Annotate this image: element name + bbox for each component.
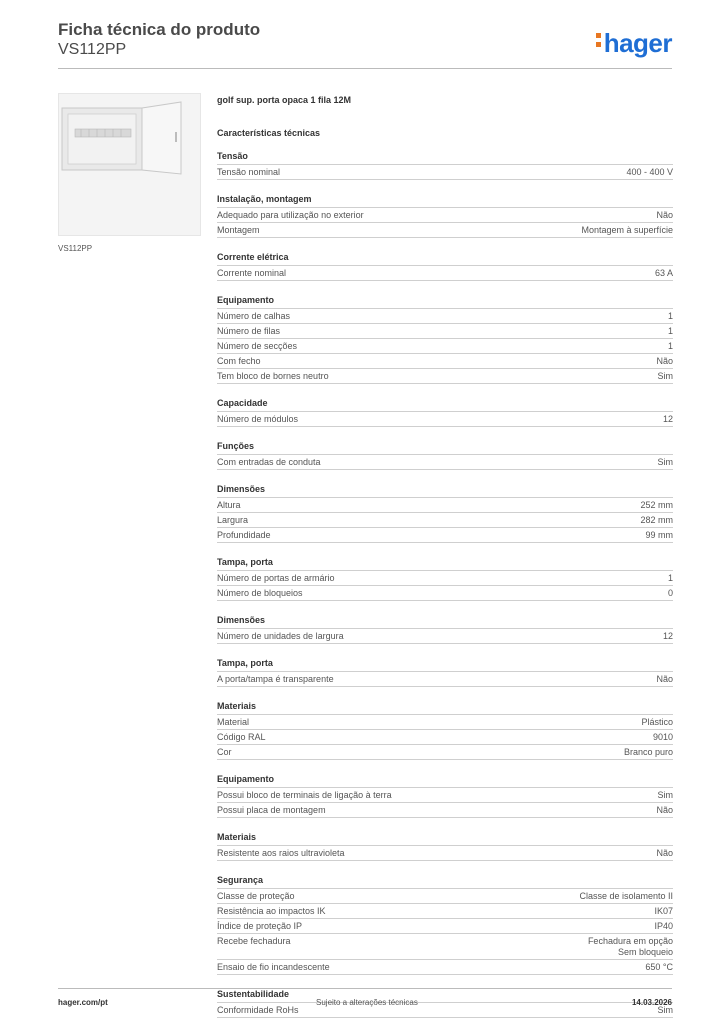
section-title: Materiais — [217, 701, 673, 715]
spec-section — [217, 774, 673, 818]
spec-row — [217, 629, 673, 644]
spec-value: 650 °C — [645, 962, 673, 972]
spec-row — [217, 354, 673, 369]
spec-value: Não — [656, 848, 673, 858]
spec-label: Número de unidades de largura — [217, 631, 344, 641]
spec-label: Possui placa de montagem — [217, 805, 326, 815]
section-title: Corrente elétrica — [217, 252, 673, 266]
spec-section — [217, 875, 673, 975]
spec-row — [217, 266, 673, 281]
section-title: Segurança — [217, 875, 673, 889]
spec-section — [217, 194, 673, 238]
spec-value: Classe de isolamento II — [579, 891, 673, 901]
section-title: Materiais — [217, 832, 673, 846]
spec-row — [217, 455, 673, 470]
spec-label: Número de secções — [217, 341, 298, 351]
section-title: Equipamento — [217, 295, 673, 309]
spec-row — [217, 934, 673, 960]
spec-label: Índice de proteção IP — [217, 921, 303, 931]
spec-section — [217, 557, 673, 601]
spec-row — [217, 513, 673, 528]
spec-row — [217, 586, 673, 601]
spec-row — [217, 208, 673, 223]
spec-label: Ensaio de fio incandescente — [217, 962, 330, 972]
page-header — [58, 20, 260, 60]
spec-value: Não — [656, 210, 673, 220]
spec-value: 1 — [667, 341, 673, 351]
spec-section — [217, 658, 673, 687]
spec-value: IK07 — [654, 906, 673, 916]
section-title: Funções — [217, 441, 673, 455]
spec-label: Tem bloco de bornes neutro — [217, 371, 329, 381]
spec-row — [217, 919, 673, 934]
spec-row — [217, 528, 673, 543]
footer-disclaimer: Sujeito a alterações técnicas — [316, 998, 418, 1007]
spec-label: Número de portas de armário — [217, 573, 335, 583]
spec-value: Sim — [657, 457, 673, 467]
spec-value: Branco puro — [623, 747, 673, 757]
spec-row — [217, 803, 673, 818]
spec-row — [217, 788, 673, 803]
section-title: Dimensões — [217, 615, 673, 629]
spec-value: Sim — [657, 790, 673, 800]
spec-label: Altura — [217, 500, 241, 510]
spec-label: Cor — [217, 747, 232, 757]
spec-section — [217, 832, 673, 861]
image-caption: VS112PP — [58, 244, 93, 253]
section-title: Tampa, porta — [217, 557, 673, 571]
spec-value: 282 mm — [640, 515, 673, 525]
spec-label: Número de módulos — [217, 414, 299, 424]
spec-row — [217, 672, 673, 687]
spec-row — [217, 745, 673, 760]
footer-date: 14.03.2026 — [631, 998, 672, 1007]
spec-value: 63 A — [654, 268, 673, 278]
section-title: Instalação, montagem — [217, 194, 673, 208]
spec-row — [217, 889, 673, 904]
spec-value: 1 — [667, 311, 673, 321]
spec-label: Com entradas de conduta — [217, 457, 321, 467]
section-title: Equipamento — [217, 774, 673, 788]
spec-label: Número de calhas — [217, 311, 291, 321]
page-title: Ficha técnica do produto — [58, 20, 261, 39]
spec-row — [217, 165, 673, 180]
spec-label: Corrente nominal — [217, 268, 287, 278]
spec-value: Sim — [657, 1005, 673, 1015]
spec-row — [217, 223, 673, 238]
spec-label: Tensão nominal — [217, 167, 281, 177]
spec-value: 99 mm — [645, 530, 673, 540]
spec-row — [217, 571, 673, 586]
hager-logo — [596, 28, 672, 59]
spec-label: Material — [217, 717, 250, 727]
spec-value: Sim — [657, 371, 673, 381]
spec-label: Resistente aos raios ultravioleta — [217, 848, 345, 858]
spec-row — [217, 412, 673, 427]
section-title: Sustentabilidade — [217, 989, 673, 1003]
spec-value: 12 — [662, 631, 673, 641]
spec-label: Número de bloqueios — [217, 588, 303, 598]
spec-label: Número de filas — [217, 326, 281, 336]
spec-row — [217, 324, 673, 339]
section-title: Dimensões — [217, 484, 673, 498]
spec-value: Fechadura em opção Sem bloqueio — [587, 936, 673, 957]
spec-value: 400 - 400 V — [626, 167, 673, 177]
spec-label: Montagem — [217, 225, 260, 235]
spec-label: Profundidade — [217, 530, 271, 540]
spec-row — [217, 904, 673, 919]
spec-label: Classe de proteção — [217, 891, 295, 901]
spec-value: Montagem à superfície — [581, 225, 673, 235]
spec-value: Não — [656, 674, 673, 684]
spec-value: Não — [656, 805, 673, 815]
product-code: VS112PP — [58, 41, 127, 58]
spec-label: Com fecho — [217, 356, 261, 366]
spec-section — [217, 252, 673, 281]
spec-row — [217, 498, 673, 513]
spec-value: 0 — [667, 588, 673, 598]
tech-characteristics-title: Características técnicas — [217, 128, 321, 138]
section-title: Tensão — [217, 151, 673, 165]
enclosure-illustration-icon — [59, 94, 200, 235]
spec-row — [217, 309, 673, 324]
spec-row — [217, 730, 673, 745]
spec-section — [217, 989, 673, 1018]
spec-row — [217, 960, 673, 975]
spec-label: Resistência ao impactos IK — [217, 906, 326, 916]
spec-section — [217, 295, 673, 384]
header-divider — [58, 68, 672, 69]
spec-content — [217, 92, 673, 1018]
spec-section — [217, 615, 673, 644]
footer-divider — [58, 988, 672, 989]
spec-value: IP40 — [654, 921, 673, 931]
spec-label: Largura — [217, 515, 249, 525]
spec-value: 12 — [662, 414, 673, 424]
spec-value: 9010 — [652, 732, 673, 742]
spec-section — [217, 701, 673, 760]
spec-section — [217, 441, 673, 470]
spec-value: 1 — [667, 326, 673, 336]
product-name: golf sup. porta opaca 1 fila 12M — [217, 95, 352, 105]
spec-section — [217, 151, 673, 180]
spec-row — [217, 339, 673, 354]
spec-label: Código RAL — [217, 732, 266, 742]
spec-row — [217, 1003, 673, 1018]
spec-label: A porta/tampa é transparente — [217, 674, 334, 684]
product-image — [58, 93, 201, 236]
logo-mark-icon — [596, 29, 601, 51]
logo-text: hager — [603, 28, 672, 58]
spec-value: 252 mm — [640, 500, 673, 510]
spec-label: Conformidade RoHs — [217, 1005, 299, 1015]
spec-row — [217, 715, 673, 730]
spec-row — [217, 846, 673, 861]
spec-sections — [217, 151, 673, 1018]
spec-value: 1 — [667, 573, 673, 583]
spec-label: Adequado para utilização no exterior — [217, 210, 364, 220]
spec-value: Plástico — [641, 717, 673, 727]
spec-row — [217, 369, 673, 384]
spec-value: Não — [656, 356, 673, 366]
footer-website: hager.com/pt — [58, 998, 108, 1007]
section-title: Tampa, porta — [217, 658, 673, 672]
spec-section — [217, 398, 673, 427]
spec-label: Recebe fechadura — [217, 936, 291, 946]
spec-label: Possui bloco de terminais de ligação à terra — [217, 790, 392, 800]
section-title: Capacidade — [217, 398, 673, 412]
spec-section — [217, 484, 673, 543]
